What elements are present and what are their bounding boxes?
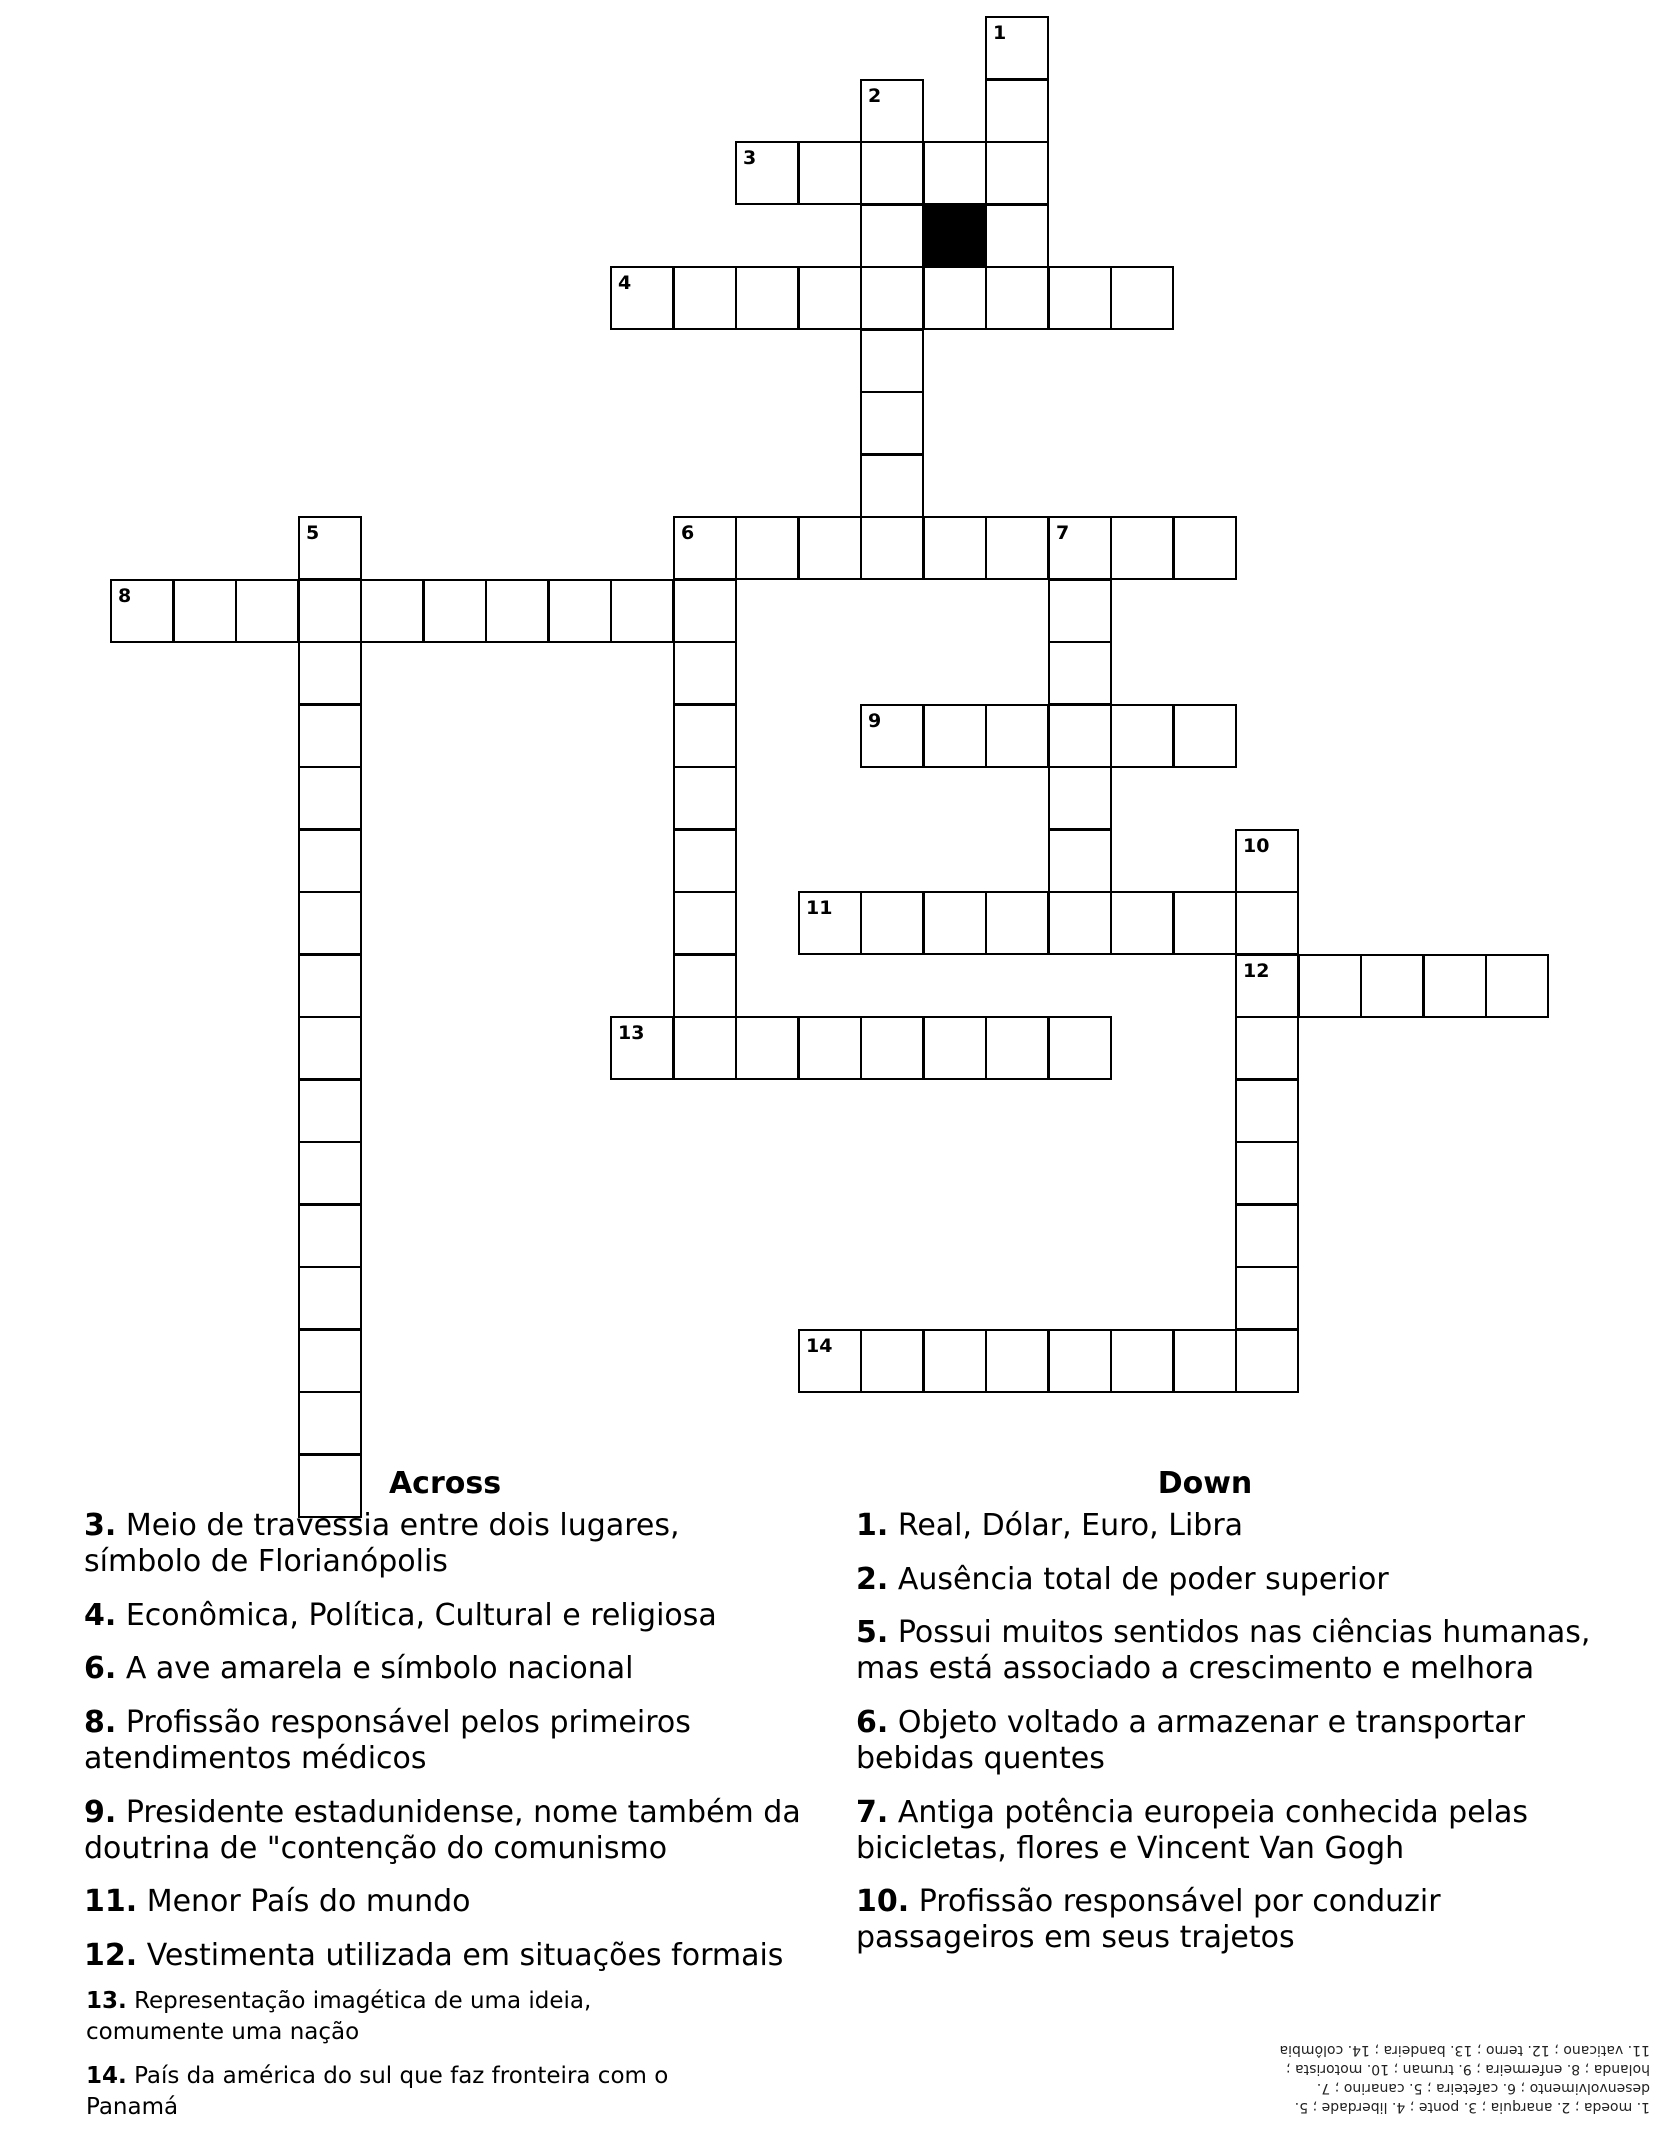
- cell-number: 5: [306, 522, 320, 544]
- grid-cell[interactable]: [860, 704, 924, 768]
- down-clue-7: 7. Antiga potência europeia conhecida pelas bicicletas, flores e Vincent Van Gogh: [856, 1795, 1529, 1866]
- grid-cell[interactable]: [1110, 1329, 1174, 1393]
- grid-cell[interactable]: [1235, 1329, 1299, 1393]
- grid-cell[interactable]: [673, 766, 737, 830]
- grid-cell[interactable]: [985, 79, 1049, 143]
- grid-cell[interactable]: [610, 266, 674, 330]
- grid-cell[interactable]: [1173, 516, 1237, 580]
- grid-cell[interactable]: [610, 1016, 674, 1080]
- grid-cell[interactable]: [1048, 891, 1112, 955]
- down-clue-1: 1. Real, Dólar, Euro, Libra: [856, 1508, 1244, 1543]
- grid-cell[interactable]: [798, 1016, 862, 1080]
- black-cell: [923, 204, 987, 268]
- grid-cell[interactable]: [735, 266, 799, 330]
- grid-cell[interactable]: [1048, 766, 1112, 830]
- grid-cell[interactable]: [1048, 516, 1112, 580]
- cell-number: 6: [681, 522, 695, 544]
- grid-cell[interactable]: [673, 516, 737, 580]
- grid-cell[interactable]: [548, 579, 612, 643]
- grid-cell[interactable]: [923, 704, 987, 768]
- grid-cell[interactable]: [673, 579, 737, 643]
- grid-cell[interactable]: [1235, 1141, 1299, 1205]
- grid-cell[interactable]: [673, 1016, 737, 1080]
- grid-cell[interactable]: [298, 766, 362, 830]
- cell-number: 9: [868, 710, 882, 732]
- grid-cell[interactable]: [923, 1016, 987, 1080]
- cell-number: 4: [618, 272, 632, 294]
- grid-cell[interactable]: [798, 891, 862, 955]
- grid-cell[interactable]: [298, 1016, 362, 1080]
- grid-cell[interactable]: [298, 516, 362, 580]
- grid-cell[interactable]: [798, 266, 862, 330]
- grid-cell[interactable]: [1173, 891, 1237, 955]
- grid-cell[interactable]: [860, 79, 924, 143]
- grid-cell[interactable]: [1110, 704, 1174, 768]
- grid-cell[interactable]: [985, 891, 1049, 955]
- cell-number: 7: [1056, 522, 1070, 544]
- grid-cell[interactable]: [1485, 954, 1549, 1018]
- grid-cell[interactable]: [1110, 891, 1174, 955]
- cell-number: 1: [993, 22, 1007, 44]
- cell-number: 2: [868, 85, 882, 107]
- grid-cell[interactable]: [798, 141, 862, 205]
- grid-cell[interactable]: [298, 1391, 362, 1455]
- down-clue-2: 2. Ausência total de poder superior: [856, 1562, 1389, 1597]
- cell-number: 14: [806, 1335, 833, 1357]
- grid-cell[interactable]: [1173, 704, 1237, 768]
- grid-cell[interactable]: [673, 954, 737, 1018]
- grid-cell[interactable]: [485, 579, 549, 643]
- down-clue-10: 10. Profissão responsável por conduzir passageiros em seus trajetos: [856, 1884, 1441, 1955]
- grid-cell[interactable]: [298, 1079, 362, 1143]
- grid-cell[interactable]: [1360, 954, 1424, 1018]
- grid-cell[interactable]: [673, 641, 737, 705]
- across-clue-9: 9. Presidente estadunidense, nome também da doutrina de "contenção do comunismo: [84, 1795, 801, 1866]
- grid-cell[interactable]: [298, 579, 362, 643]
- grid-cell[interactable]: [1048, 579, 1112, 643]
- grid-cell[interactable]: [860, 204, 924, 268]
- grid-cell[interactable]: [735, 1016, 799, 1080]
- across-clue-11: 11. Menor País do mundo: [84, 1884, 471, 1919]
- grid-cell[interactable]: [1110, 516, 1174, 580]
- grid-cell[interactable]: [173, 579, 237, 643]
- cell-number: 12: [1243, 960, 1270, 982]
- across-heading: Across: [388, 1466, 502, 1501]
- down-heading: Down: [1157, 1466, 1253, 1501]
- answer-key-line: 1. moeda ; 2. anarquia ; 3. ponte ; 4. liberdade ; 5.: [1294, 2099, 1650, 2115]
- grid-cell[interactable]: [1048, 1329, 1112, 1393]
- grid-cell[interactable]: [985, 1016, 1049, 1080]
- grid-cell[interactable]: [985, 16, 1049, 80]
- grid-cell[interactable]: [610, 579, 674, 643]
- grid-cell[interactable]: [1048, 1016, 1112, 1080]
- grid-cell[interactable]: [360, 579, 424, 643]
- answer-key: [1250, 2040, 1650, 2116]
- grid-cell[interactable]: [985, 204, 1049, 268]
- grid-cell[interactable]: [798, 1329, 862, 1393]
- down-clue-6: 6. Objeto voltado a armazenar e transportar bebidas quentes: [856, 1705, 1525, 1776]
- grid-cell[interactable]: [298, 704, 362, 768]
- grid-cell[interactable]: [298, 891, 362, 955]
- grid-cell[interactable]: [985, 266, 1049, 330]
- grid-cell[interactable]: [923, 1329, 987, 1393]
- cell-number: 8: [118, 585, 132, 607]
- grid-cell[interactable]: [860, 1329, 924, 1393]
- grid-cell[interactable]: [1048, 266, 1112, 330]
- grid-cell[interactable]: [298, 1329, 362, 1393]
- grid-cell[interactable]: [860, 891, 924, 955]
- grid-cell[interactable]: [923, 891, 987, 955]
- across-clue-14: 14. País da américa do sul que faz fronteira com o Panamá: [86, 2063, 669, 2120]
- grid-cell[interactable]: [673, 266, 737, 330]
- grid-cell[interactable]: [860, 329, 924, 393]
- cell-number: 13: [618, 1022, 645, 1044]
- grid-cell[interactable]: [673, 891, 737, 955]
- grid-cell[interactable]: [1235, 1204, 1299, 1268]
- cell-number: 10: [1243, 835, 1270, 857]
- cell-number: 3: [743, 147, 757, 169]
- across-clue-13: 13. Representação imagética de uma ideia, comumente uma nação: [86, 1988, 592, 2045]
- answer-key-line: 11. vaticano ; 12. terno ; 13. bandeira ; 14. colômbia: [1279, 2042, 1650, 2058]
- grid-cell[interactable]: [1423, 954, 1487, 1018]
- grid-cell[interactable]: [860, 141, 924, 205]
- grid-cell[interactable]: [110, 579, 174, 643]
- grid-cell[interactable]: [1235, 829, 1299, 893]
- grid-cell[interactable]: [298, 954, 362, 1018]
- grid-cell[interactable]: [298, 641, 362, 705]
- grid-cell[interactable]: [985, 1329, 1049, 1393]
- grid-cell[interactable]: [1173, 1329, 1237, 1393]
- cell-number: 11: [806, 897, 833, 919]
- grid-cell[interactable]: [1048, 641, 1112, 705]
- grid-cell[interactable]: [735, 516, 799, 580]
- grid-cell[interactable]: [298, 1204, 362, 1268]
- grid-cell[interactable]: [985, 516, 1049, 580]
- grid-cell[interactable]: [235, 579, 299, 643]
- grid-cell[interactable]: [1235, 891, 1299, 955]
- grid-cell[interactable]: [985, 704, 1049, 768]
- grid-cell[interactable]: [860, 266, 924, 330]
- across-clue-3: 3. Meio de travessia entre dois lugares, símbolo de Florianópolis: [84, 1508, 680, 1579]
- across-clue-8: 8. Profissão responsável pelos primeiros atendimentos médicos: [84, 1705, 691, 1776]
- grid-cell[interactable]: [860, 1016, 924, 1080]
- grid-cell[interactable]: [735, 141, 799, 205]
- grid-cell[interactable]: [1235, 1079, 1299, 1143]
- across-clue-4: 4. Econômica, Política, Cultural e religiosa: [84, 1598, 717, 1633]
- grid-cell[interactable]: [1048, 829, 1112, 893]
- grid-cell[interactable]: [798, 516, 862, 580]
- grid-cell[interactable]: [1235, 1016, 1299, 1080]
- grid-cell[interactable]: [1235, 1266, 1299, 1330]
- answer-key-line: holanda ; 8. enfermeira ; 9. truman ; 10. motorista ;: [1285, 2061, 1650, 2077]
- grid-cell[interactable]: [1110, 266, 1174, 330]
- answer-key-line: desenvolvimento ; 6. cafeteira ; 5. canarino ; 7.: [1316, 2080, 1650, 2096]
- grid-cell[interactable]: [985, 141, 1049, 205]
- across-clue-6: 6. A ave amarela e símbolo nacional: [84, 1651, 634, 1686]
- grid-cell[interactable]: [860, 454, 924, 518]
- grid-cell[interactable]: [923, 141, 987, 205]
- grid-cell[interactable]: [298, 1141, 362, 1205]
- across-clue-12: 12. Vestimenta utilizada em situações formais: [84, 1938, 784, 1973]
- grid-cell[interactable]: [298, 1266, 362, 1330]
- grid-cell[interactable]: [673, 704, 737, 768]
- down-clue-5: 5. Possui muitos sentidos nas ciências humanas, mas está associado a crescimento e melhora: [856, 1615, 1591, 1686]
- grid-cell[interactable]: [673, 829, 737, 893]
- grid-cell[interactable]: [1298, 954, 1362, 1018]
- grid-cell[interactable]: [298, 829, 362, 893]
- grid-cell[interactable]: [423, 579, 487, 643]
- grid-cell[interactable]: [923, 266, 987, 330]
- grid-cell[interactable]: [1235, 954, 1299, 1018]
- grid-cell[interactable]: [860, 391, 924, 455]
- grid-cell[interactable]: [1048, 704, 1112, 768]
- grid-cell[interactable]: [923, 516, 987, 580]
- grid-cell[interactable]: [860, 516, 924, 580]
